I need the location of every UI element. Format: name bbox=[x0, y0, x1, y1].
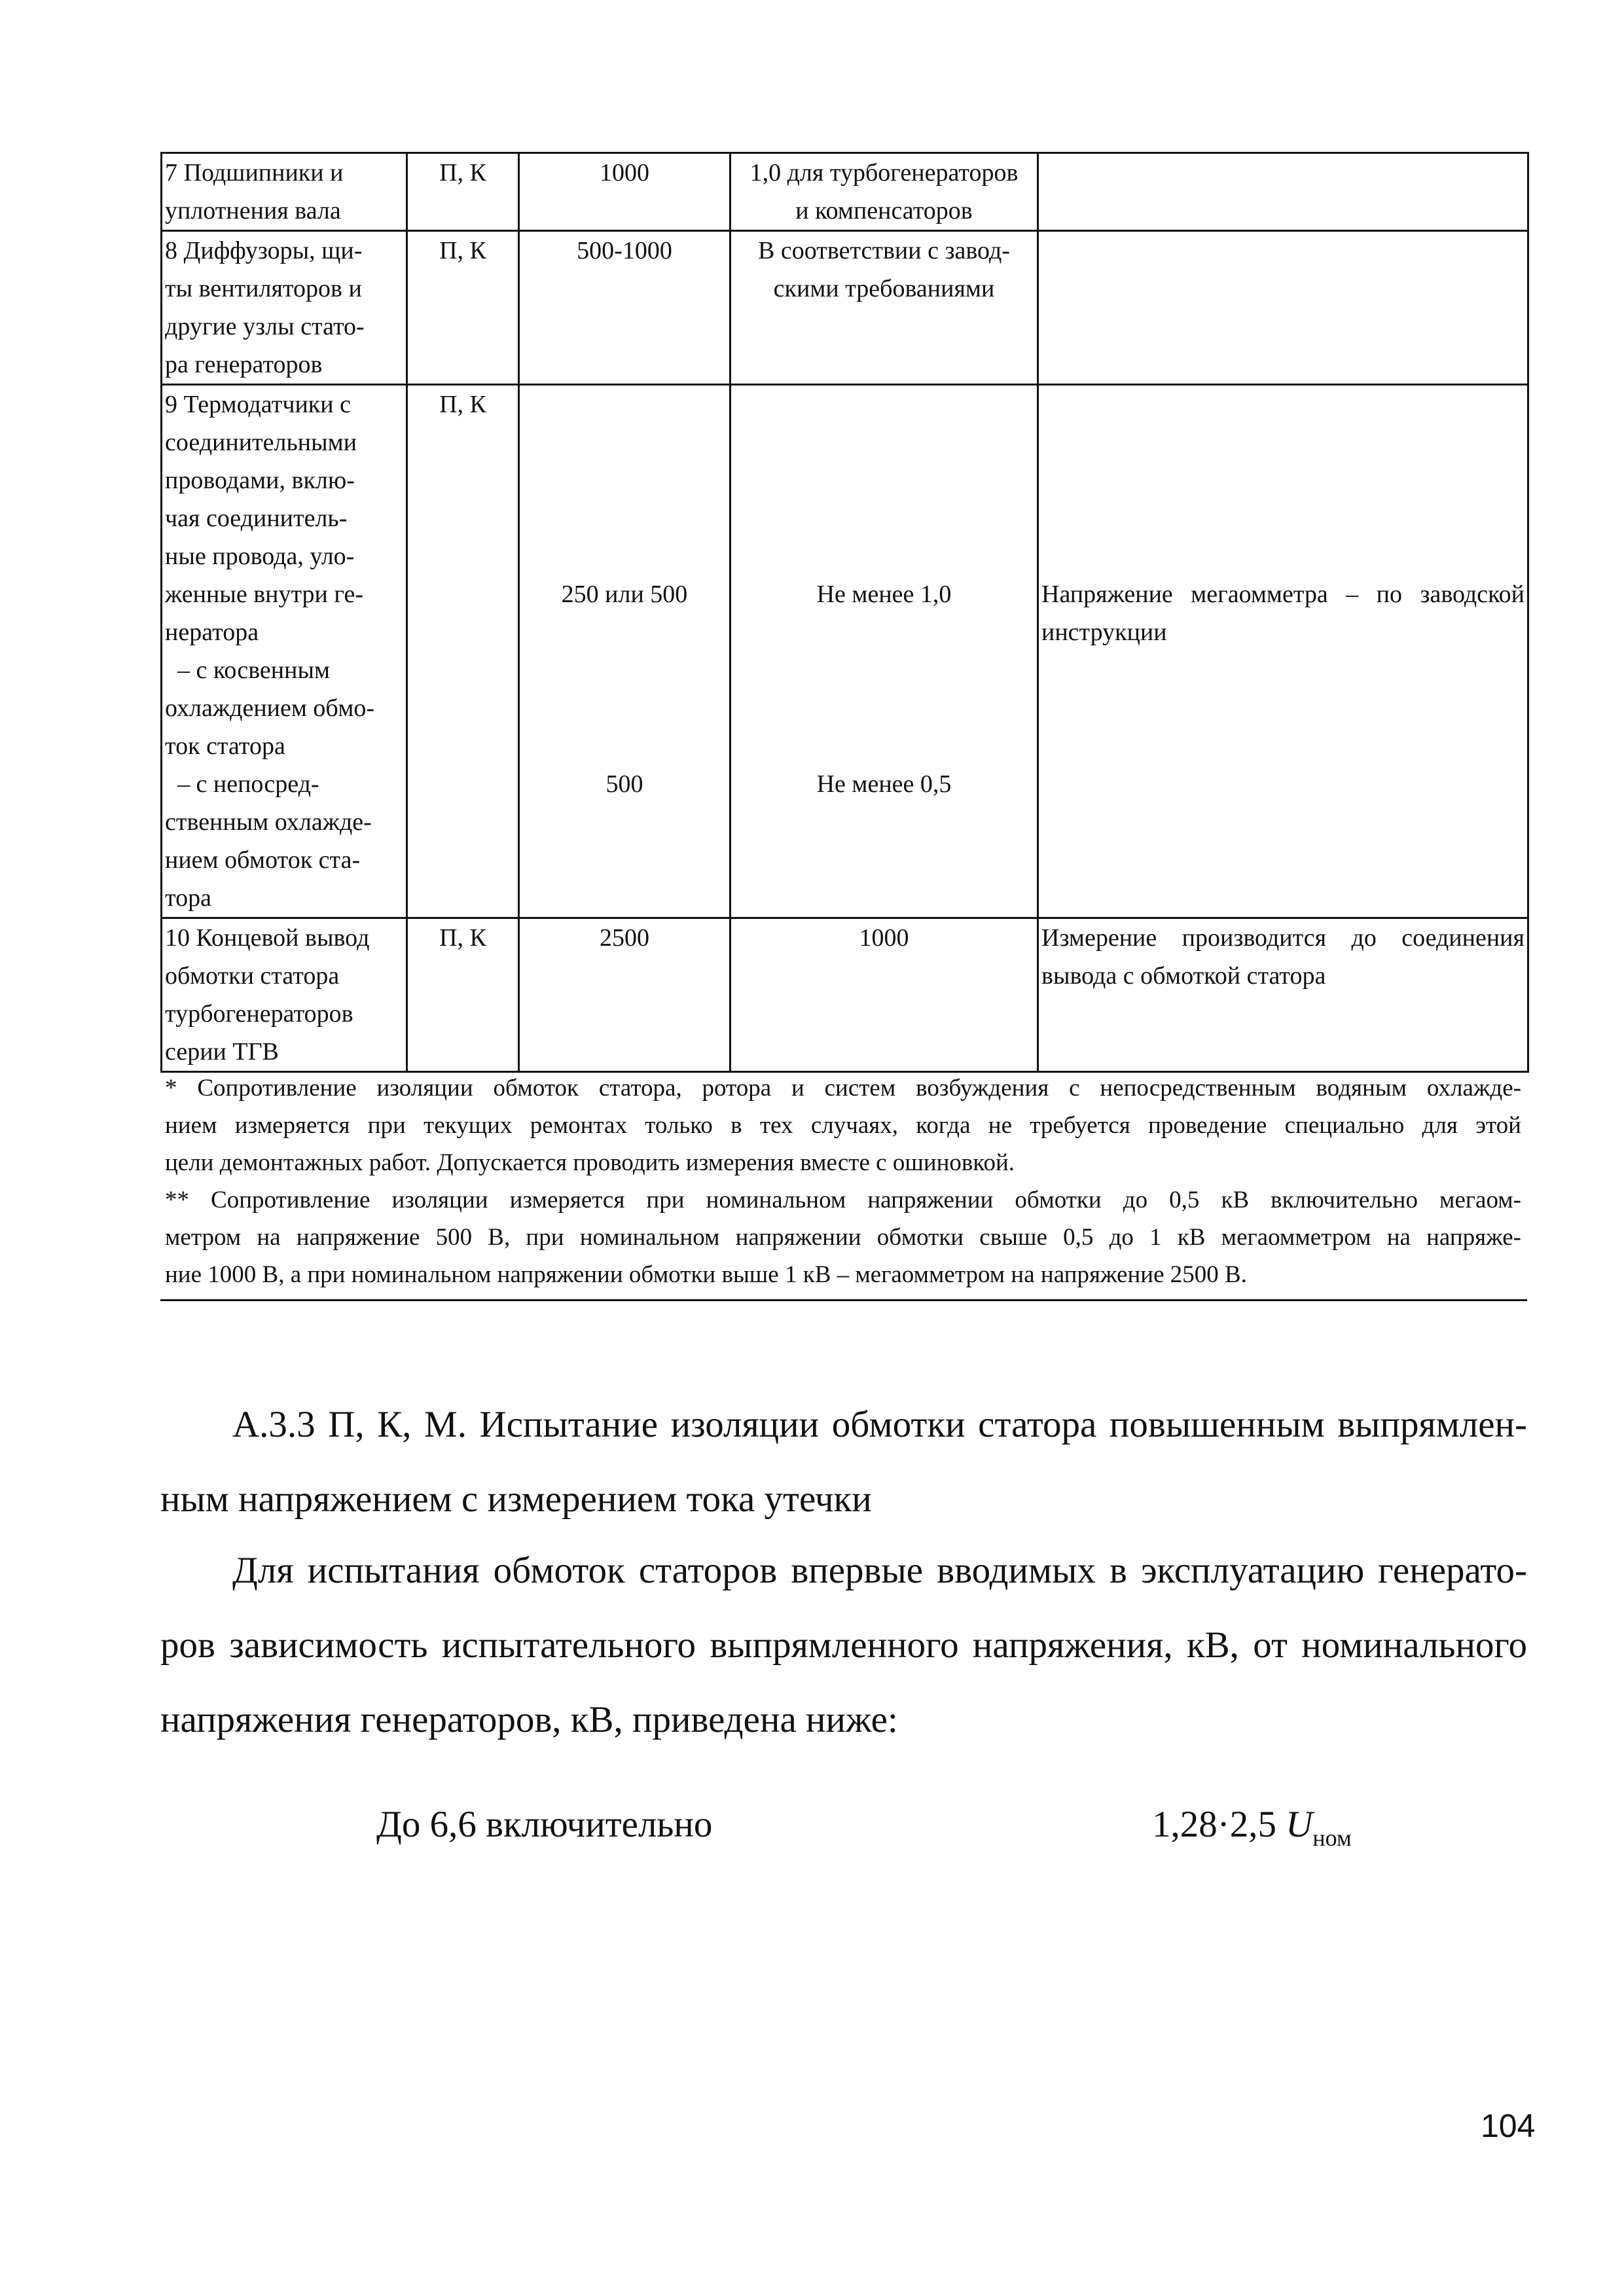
min-resistance-cell bbox=[731, 153, 1038, 231]
table-row bbox=[162, 231, 1528, 385]
note-line: Напряжение мегаомметра – по заводской bbox=[1041, 581, 1525, 608]
min-resistance-line: скими требованиями bbox=[773, 275, 995, 302]
item-name-cell bbox=[162, 385, 407, 918]
table-footnotes bbox=[165, 1069, 1521, 1293]
footnote-line: метром на напряжение 500 В, при номинальном напряжении обмотки свыше 0,5 до 1 кВ мегаомметром на напряже- bbox=[165, 1224, 1521, 1251]
section-heading bbox=[160, 1388, 1527, 1537]
note-line: инструкции bbox=[1041, 619, 1167, 646]
value-direct-cooling: Не менее 0,5 bbox=[816, 770, 952, 798]
item-name-line: проводами, вклю- bbox=[165, 467, 355, 494]
item-name-line: нератора bbox=[165, 619, 259, 646]
heading-line: ным напряжением с измерением тока утечки bbox=[160, 1479, 872, 1520]
item-name-line: тора bbox=[165, 884, 211, 912]
note-cell bbox=[1038, 231, 1528, 385]
paragraph-line: ров зависимость испытательного выпрямленного напряжения, кВ, от номинального bbox=[160, 1624, 1527, 1666]
item-name-line: 10 Концевой вывод bbox=[165, 924, 370, 952]
item-name-line: соединительными bbox=[165, 429, 357, 456]
spacer bbox=[734, 386, 1034, 575]
item-name-line: – с непосред- bbox=[165, 770, 319, 798]
min-resistance-line: и компенсаторов bbox=[795, 197, 973, 224]
spacer bbox=[734, 613, 1034, 765]
min-resistance-line: В соответствии с завод- bbox=[758, 237, 1010, 264]
megohmmeter-voltage-cell bbox=[519, 385, 731, 918]
item-name-cell bbox=[162, 918, 407, 1072]
megohmmeter-voltage-cell: 2500 bbox=[519, 918, 731, 1072]
item-name-line: ток статора bbox=[165, 732, 285, 760]
spacer bbox=[522, 613, 727, 765]
item-name-line: серии ТГВ bbox=[165, 1038, 279, 1066]
item-name-line: нием обмоток ста- bbox=[165, 846, 361, 874]
footnote-divider bbox=[160, 1299, 1527, 1301]
item-name-line: ра генераторов bbox=[165, 351, 323, 378]
insulation-resistance-table bbox=[160, 152, 1529, 1073]
paragraph-line: напряжения генераторов, кВ, приведена ниже: bbox=[160, 1699, 898, 1740]
footnote-line: * Сопротивление изоляции обмоток статора, ротора и систем возбуждения с непосредственным водяным охлажде- bbox=[165, 1075, 1521, 1102]
item-name-line: чая соединитель- bbox=[165, 505, 348, 532]
value-indirect-cooling: Не менее 1,0 bbox=[816, 581, 952, 608]
spacer bbox=[522, 386, 727, 575]
table-row bbox=[162, 918, 1528, 1072]
item-name-cell bbox=[162, 153, 407, 231]
test-type-cell: П, К bbox=[407, 918, 519, 1072]
test-type-cell: П, К bbox=[407, 231, 519, 385]
table-row bbox=[162, 385, 1528, 918]
item-name-line: ственным охлажде- bbox=[165, 808, 372, 836]
item-name-line: уплотнения вала bbox=[165, 197, 341, 224]
body-paragraph bbox=[160, 1534, 1527, 1757]
spacer bbox=[1041, 386, 1525, 575]
note-line: Измерение производится до соединения bbox=[1041, 924, 1525, 952]
min-resistance-cell bbox=[731, 385, 1038, 918]
formula-condition: До 6,6 включительно bbox=[376, 1804, 713, 1845]
item-name-line: – с косвенным bbox=[165, 656, 331, 684]
item-name-line: ты вентиляторов и bbox=[165, 275, 362, 302]
test-type-cell: П, К bbox=[407, 153, 519, 231]
page-number: 104 bbox=[1481, 2108, 1536, 2144]
footnote-line: цели демонтажных работ. Допускается проводить измерения вместе с ошиновкой. bbox=[165, 1149, 1015, 1176]
item-name-line: другие узлы стато- bbox=[165, 313, 365, 340]
min-resistance-cell: 1000 bbox=[731, 918, 1038, 1072]
item-name-line: охлаждением обмо- bbox=[165, 694, 375, 722]
test-type-cell: П, К bbox=[407, 385, 519, 918]
item-name-cell bbox=[162, 231, 407, 385]
formula-coefficient: 1,28·2,5 bbox=[1152, 1804, 1286, 1845]
voltage-direct-cooling: 500 bbox=[605, 770, 643, 798]
table-row bbox=[162, 153, 1528, 231]
paragraph-line: Для испытания обмоток статоров впервые вводимых в эксплуатацию генерато- bbox=[232, 1550, 1527, 1591]
item-name-line: обмотки статора bbox=[165, 962, 340, 990]
item-name-line: женные внутри ге- bbox=[165, 581, 363, 608]
note-cell bbox=[1038, 385, 1528, 918]
min-resistance-line: 1,0 для турбогенераторов bbox=[749, 159, 1019, 187]
formula-expression bbox=[1152, 1799, 1352, 1855]
footnote-line: ** Сопротивление изоляции измеряется при номинальном напряжении обмотки до 0,5 кВ включительно мегаом- bbox=[165, 1187, 1521, 1213]
item-name-line: ные провода, уло- bbox=[165, 543, 355, 570]
min-resistance-cell bbox=[731, 231, 1038, 385]
voltage-indirect-cooling: 250 или 500 bbox=[561, 581, 688, 608]
formula-subscript: ном bbox=[1312, 1825, 1352, 1851]
note-line: вывода с обмоткой статора bbox=[1041, 962, 1326, 990]
megohmmeter-voltage-cell: 500-1000 bbox=[519, 231, 731, 385]
note-cell bbox=[1038, 918, 1528, 1072]
heading-line: А.3.3 П, К, М. Испытание изоляции обмотки статора повышенным выпрямлен- bbox=[232, 1404, 1527, 1445]
formula-variable: U bbox=[1286, 1804, 1313, 1845]
footnote-line: нием измеряется при текущих ремонтах только в тех случаях, когда не требуется проведение специально для этой bbox=[165, 1112, 1521, 1139]
megohmmeter-voltage-cell: 1000 bbox=[519, 153, 731, 231]
item-name-line: турбогенераторов bbox=[165, 1000, 353, 1028]
footnote-line: ние 1000 В, а при номинальном напряжении обмотки выше 1 кВ – мегаомметром на напряжение 2500 В. bbox=[165, 1261, 1247, 1288]
item-name-line: 7 Подшипники и bbox=[165, 159, 344, 187]
note-cell bbox=[1038, 153, 1528, 231]
item-name-line: 8 Диффузоры, щи- bbox=[165, 237, 363, 264]
item-name-line: 9 Термодатчики с bbox=[165, 391, 351, 418]
